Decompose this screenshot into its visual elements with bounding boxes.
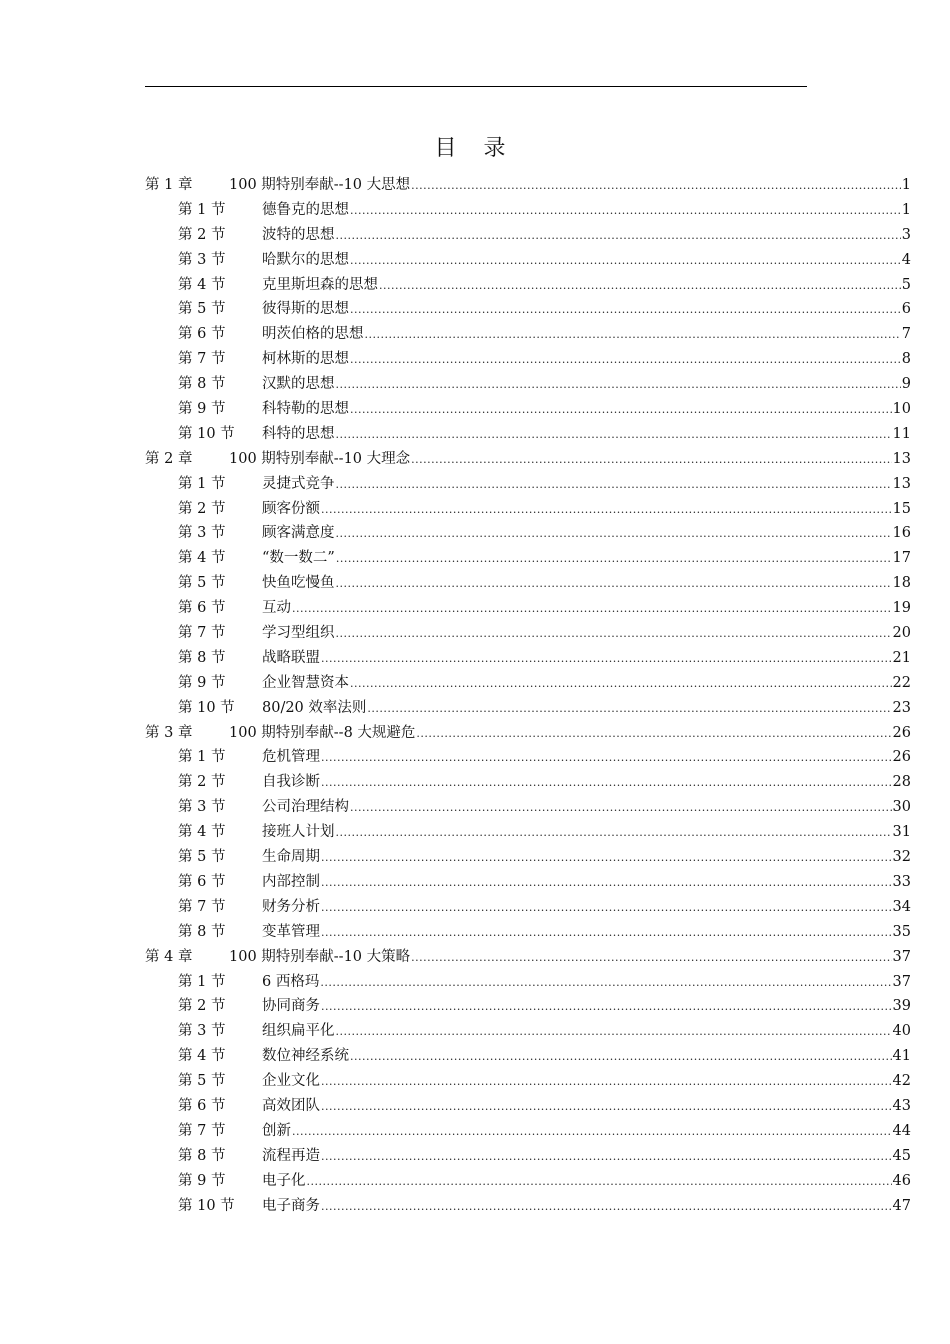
- toc-section-entry[interactable]: [145, 223, 911, 248]
- toc-title: 目 录: [434, 136, 516, 161]
- toc-entry-label: 第 10 节: [178, 1197, 235, 1214]
- toc-section-entry[interactable]: [145, 696, 911, 721]
- toc-page-number: 13: [892, 475, 911, 492]
- toc-entry-title: 组织扁平化: [262, 1023, 335, 1040]
- toc-entry-label: 第 2 章: [145, 450, 193, 467]
- toc-section-entry[interactable]: [145, 571, 911, 596]
- toc-dot-leader: [321, 1095, 892, 1120]
- toc-entry-label: 第 4 节: [178, 824, 226, 841]
- toc-dot-leader: [365, 323, 901, 348]
- toc-dot-leader: [321, 498, 892, 523]
- toc-entry-title: 电子商务: [262, 1197, 320, 1214]
- toc-entry-label: 第 7 节: [178, 898, 226, 915]
- toc-page-number: 5: [901, 276, 911, 293]
- toc-page-number: 16: [892, 525, 911, 542]
- toc-section-entry[interactable]: [145, 1044, 911, 1069]
- toc-entry-title: 100 期特别奉献--10 大思想: [229, 177, 411, 193]
- table-of-contents: [145, 173, 911, 1218]
- toc-section-entry[interactable]: [145, 546, 911, 571]
- toc-page-number: 18: [892, 575, 911, 592]
- toc-entry-title: 科特勒的思想: [262, 401, 349, 418]
- toc-entry-label: 第 5 节: [178, 1073, 226, 1090]
- toc-page-number: 23: [892, 699, 911, 716]
- toc-dot-leader: [336, 821, 892, 846]
- toc-page-number: 15: [892, 500, 911, 517]
- toc-chapter-entry[interactable]: [145, 173, 911, 198]
- toc-entry-title: 哈默尔的思想: [262, 251, 349, 268]
- toc-dot-leader: [350, 398, 892, 423]
- toc-entry-title: 德鲁克的思想: [262, 201, 349, 218]
- toc-entry-title: 财务分析: [262, 898, 320, 915]
- toc-page-number: 9: [901, 376, 911, 393]
- toc-dot-leader: [292, 1120, 892, 1145]
- toc-page-number: 31: [892, 824, 911, 841]
- toc-section-entry[interactable]: [145, 770, 911, 795]
- toc-entry-label: 第 1 节: [178, 749, 226, 766]
- toc-page-number: 3: [901, 226, 911, 243]
- toc-page-number: 4: [901, 251, 911, 268]
- toc-entry-label: 第 2 节: [178, 774, 226, 791]
- toc-entry-label: 第 6 节: [178, 600, 226, 617]
- toc-entry-title: 学习型组织: [262, 625, 335, 642]
- toc-section-entry[interactable]: [145, 372, 911, 397]
- toc-dot-leader: [411, 174, 901, 199]
- toc-dot-leader: [321, 896, 892, 921]
- toc-page-number: 17: [892, 550, 911, 567]
- toc-entry-title: 柯林斯的思想: [262, 351, 349, 368]
- toc-entry-title: 波特的思想: [262, 226, 335, 243]
- toc-entry-label: 第 3 章: [145, 724, 193, 741]
- toc-entry-label: 第 9 节: [178, 401, 226, 418]
- toc-entry-title: 数位神经系统: [262, 1048, 349, 1065]
- toc-entry-label: 第 7 节: [178, 351, 226, 368]
- toc-entry-label: 第 3 节: [178, 1023, 226, 1040]
- toc-entry-title: “数一数二”: [262, 550, 335, 567]
- toc-section-entry[interactable]: [145, 920, 911, 945]
- toc-page-number: 30: [892, 799, 911, 816]
- toc-entry-title: 明茨伯格的思想: [262, 326, 364, 343]
- toc-entry-label: 第 4 节: [178, 276, 226, 293]
- toc-page-number: 10: [892, 401, 911, 418]
- toc-entry-label: 第 8 节: [178, 376, 226, 393]
- toc-dot-leader: [336, 622, 892, 647]
- toc-dot-leader: [367, 697, 891, 722]
- toc-dot-leader: [336, 224, 901, 249]
- toc-dot-leader: [336, 473, 892, 498]
- toc-section-entry[interactable]: [145, 795, 911, 820]
- toc-dot-leader: [350, 348, 901, 373]
- toc-entry-label: 第 6 节: [178, 1097, 226, 1114]
- toc-dot-leader: [321, 846, 892, 871]
- toc-page-number: 35: [892, 923, 911, 940]
- toc-entry-label: 第 2 节: [178, 226, 226, 243]
- toc-entry-label: 第 5 节: [178, 849, 226, 866]
- toc-entry-title: 100 期特别奉献--8 大规避危: [229, 724, 416, 741]
- toc-page-number: 37: [892, 948, 911, 965]
- toc-section-entry[interactable]: [145, 1119, 911, 1144]
- toc-dot-leader: [416, 722, 891, 747]
- toc-page-number: 28: [892, 774, 911, 791]
- toc-page-number: 22: [892, 674, 911, 691]
- toc-page-number: 6: [901, 301, 911, 318]
- toc-entry-title: 公司治理结构: [262, 799, 349, 816]
- toc-entry-title: 彼得斯的思想: [262, 301, 349, 318]
- toc-entry-title: 接班人计划: [262, 824, 335, 841]
- toc-dot-leader: [307, 1170, 892, 1195]
- toc-page-number: 44: [892, 1122, 911, 1139]
- toc-page-number: 8: [901, 351, 911, 368]
- toc-entry-label: 第 9 节: [178, 674, 226, 691]
- toc-section-entry[interactable]: [145, 671, 911, 696]
- toc-entry-title: 流程再造: [262, 1147, 320, 1164]
- toc-page-number: 43: [892, 1097, 911, 1114]
- toc-page-number: 21: [892, 649, 911, 666]
- toc-entry-label: 第 5 节: [178, 301, 226, 318]
- toc-dot-leader: [350, 672, 892, 697]
- toc-dot-leader: [321, 771, 892, 796]
- toc-section-entry[interactable]: [145, 745, 911, 770]
- toc-section-entry[interactable]: [145, 422, 911, 447]
- toc-entry-label: 第 8 节: [178, 649, 226, 666]
- toc-section-entry[interactable]: [145, 1019, 911, 1044]
- toc-entry-label: 第 9 节: [178, 1172, 226, 1189]
- toc-entry-label: 第 1 章: [145, 177, 193, 193]
- toc-entry-label: 第 4 节: [178, 1048, 226, 1065]
- toc-section-entry[interactable]: [145, 845, 911, 870]
- toc-dot-leader: [336, 423, 892, 448]
- toc-page-number: 13: [892, 450, 911, 467]
- toc-entry-label: 第 3 节: [178, 251, 226, 268]
- toc-dot-leader: [292, 597, 892, 622]
- toc-dot-leader: [379, 274, 901, 299]
- toc-page-number: 33: [892, 873, 911, 890]
- toc-entry-title: 6 西格玛: [262, 973, 320, 990]
- toc-dot-leader: [321, 1195, 892, 1220]
- toc-dot-leader: [350, 249, 901, 274]
- toc-entry-label: 第 5 节: [178, 575, 226, 592]
- toc-entry-title: 100 期特别奉献--10 大理念: [229, 450, 411, 467]
- toc-section-entry[interactable]: [145, 646, 911, 671]
- toc-dot-leader: [350, 796, 892, 821]
- toc-chapter-entry[interactable]: [145, 721, 911, 746]
- toc-entry-label: 第 6 节: [178, 873, 226, 890]
- toc-entry-label: 第 10 节: [178, 425, 235, 442]
- toc-entry-label: 第 6 节: [178, 326, 226, 343]
- toc-chapter-entry[interactable]: [145, 945, 911, 970]
- toc-section-entry[interactable]: [145, 970, 911, 995]
- toc-entry-label: 第 4 章: [145, 948, 193, 965]
- toc-dot-leader: [350, 199, 901, 224]
- toc-dot-leader: [350, 298, 901, 323]
- toc-section-entry[interactable]: [145, 297, 911, 322]
- toc-page-number: 42: [892, 1073, 911, 1090]
- toc-page-number: 20: [892, 625, 911, 642]
- toc-entry-title: 生命周期: [262, 849, 320, 866]
- toc-entry-title: 顾客份额: [262, 500, 320, 517]
- toc-entry-title: 战略联盟: [262, 649, 320, 666]
- toc-entry-title: 自我诊断: [262, 774, 320, 791]
- toc-entry-title: 80/20 效率法则: [262, 699, 367, 716]
- toc-entry-label: 第 2 节: [178, 500, 226, 517]
- toc-dot-leader: [336, 572, 892, 597]
- toc-entry-label: 第 10 节: [178, 699, 235, 716]
- toc-section-entry[interactable]: [145, 820, 911, 845]
- toc-dot-leader: [321, 746, 892, 771]
- toc-chapter-entry[interactable]: [145, 447, 911, 472]
- toc-page-number: 45: [892, 1147, 911, 1164]
- toc-dot-leader: [411, 946, 891, 971]
- toc-section-entry[interactable]: [145, 521, 911, 546]
- toc-entry-title: 汉默的思想: [262, 376, 335, 393]
- toc-entry-label: 第 7 节: [178, 1122, 226, 1139]
- toc-section-entry[interactable]: [145, 248, 911, 273]
- header-rule: [145, 86, 807, 87]
- toc-section-entry[interactable]: [145, 895, 911, 920]
- toc-entry-label: 第 1 节: [178, 475, 226, 492]
- toc-dot-leader: [336, 1020, 892, 1045]
- toc-page-number: 34: [892, 898, 911, 915]
- toc-entry-title: 顾客满意度: [262, 525, 335, 542]
- toc-entry-label: 第 3 节: [178, 799, 226, 816]
- toc-dot-leader: [336, 522, 892, 547]
- toc-dot-leader: [321, 1145, 892, 1170]
- toc-page-number: 46: [892, 1172, 911, 1189]
- toc-page-number: 32: [892, 849, 911, 866]
- toc-entry-label: 第 1 节: [178, 201, 226, 218]
- toc-page-number: 19: [892, 600, 911, 617]
- toc-page-number: 1: [901, 201, 911, 218]
- toc-dot-leader: [350, 1045, 892, 1070]
- toc-entry-title: 高效团队: [262, 1097, 320, 1114]
- toc-section-entry[interactable]: [145, 397, 911, 422]
- toc-dot-leader: [411, 448, 891, 473]
- toc-section-entry[interactable]: [145, 621, 911, 646]
- toc-entry-title: 100 期特别奉献--10 大策略: [229, 948, 411, 965]
- toc-dot-leader: [321, 647, 892, 672]
- toc-dot-leader: [321, 871, 892, 896]
- toc-page-number: 7: [901, 326, 911, 343]
- toc-page-number: 40: [892, 1023, 911, 1040]
- toc-entry-label: 第 4 节: [178, 550, 226, 567]
- toc-page-number: 1: [901, 177, 911, 193]
- toc-dot-leader: [321, 1070, 892, 1095]
- toc-entry-label: 第 7 节: [178, 625, 226, 642]
- toc-section-entry[interactable]: [145, 198, 911, 223]
- toc-dot-leader: [321, 995, 892, 1020]
- toc-dot-leader: [320, 971, 891, 996]
- toc-entry-title: 企业智慧资本: [262, 674, 349, 691]
- toc-entry-title: 电子化: [262, 1172, 306, 1189]
- toc-dot-leader: [321, 921, 892, 946]
- toc-section-entry[interactable]: [145, 497, 911, 522]
- toc-section-entry[interactable]: [145, 1194, 911, 1219]
- toc-section-entry[interactable]: [145, 1069, 911, 1094]
- toc-section-entry[interactable]: [145, 994, 911, 1019]
- toc-entry-label: 第 3 节: [178, 525, 226, 542]
- toc-section-entry[interactable]: [145, 596, 911, 621]
- toc-page-number: 47: [892, 1197, 911, 1214]
- toc-entry-label: 第 1 节: [178, 973, 226, 990]
- toc-entry-label: 第 8 节: [178, 1147, 226, 1164]
- toc-entry-title: 科特的思想: [262, 425, 335, 442]
- toc-section-entry[interactable]: [145, 1169, 911, 1194]
- toc-entry-title: 危机管理: [262, 749, 320, 766]
- toc-page-number: 37: [892, 973, 911, 990]
- toc-section-entry[interactable]: [145, 870, 911, 895]
- toc-section-entry[interactable]: [145, 322, 911, 347]
- toc-entry-title: 变革管理: [262, 923, 320, 940]
- toc-page-number: 26: [892, 724, 911, 741]
- toc-section-entry[interactable]: [145, 347, 911, 372]
- toc-entry-title: 创新: [262, 1122, 291, 1139]
- toc-dot-leader: [336, 373, 901, 398]
- toc-section-entry[interactable]: [145, 1144, 911, 1169]
- toc-page-number: 39: [892, 998, 911, 1015]
- toc-entry-label: 第 2 节: [178, 998, 226, 1015]
- toc-entry-title: 互动: [262, 600, 291, 617]
- toc-section-entry[interactable]: [145, 273, 911, 298]
- toc-page-number: 41: [892, 1048, 911, 1065]
- toc-entry-title: 内部控制: [262, 873, 320, 890]
- toc-section-entry[interactable]: [145, 472, 911, 497]
- toc-page-number: 26: [892, 749, 911, 766]
- toc-entry-title: 灵捷式竞争: [262, 475, 335, 492]
- toc-dot-leader: [336, 547, 892, 572]
- toc-section-entry[interactable]: [145, 1094, 911, 1119]
- toc-page-number: 11: [892, 425, 911, 442]
- toc-entry-title: 企业文化: [262, 1073, 320, 1090]
- toc-entry-title: 快鱼吃慢鱼: [262, 575, 335, 592]
- toc-entry-title: 克里斯坦森的思想: [262, 276, 378, 293]
- toc-entry-label: 第 8 节: [178, 923, 226, 940]
- toc-entry-title: 协同商务: [262, 998, 320, 1015]
